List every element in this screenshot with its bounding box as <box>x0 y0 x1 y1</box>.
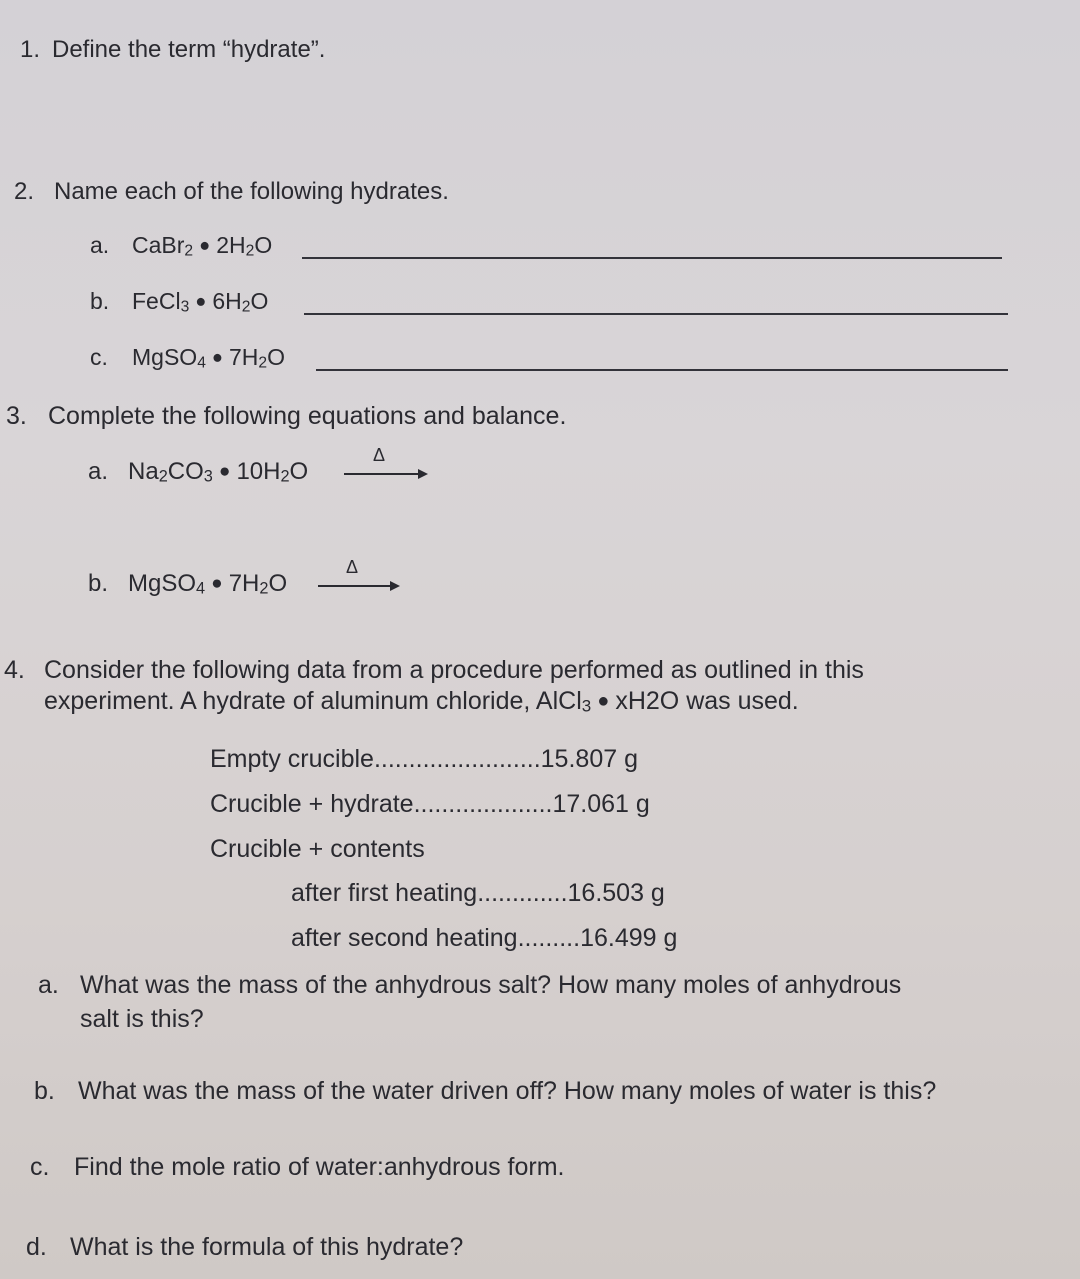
question-4 <box>4 656 864 685</box>
q2-item-b: b. FeCl$_3$ ● $6H_2O$ <box>90 288 269 316</box>
question-3 <box>6 402 566 431</box>
dot-icon: ● <box>218 461 231 482</box>
data-row-crucible-contents: Crucible + contents <box>210 835 425 863</box>
question-1-number: 1. <box>20 36 41 63</box>
question-4-line1: Consider the following data from a procedure performed as outlined in this <box>44 656 864 684</box>
q3-equation-b: b. MgSO$_4$ ● $7H_2O$ <box>88 570 288 598</box>
q4-part-c: c. Find the mole ratio of water:anhydrous form. <box>30 1153 565 1181</box>
data-row-empty-crucible: Empty crucible........................15.807 g <box>210 745 638 773</box>
heat-symbol-a: Δ <box>373 445 386 465</box>
dot-icon: ● <box>211 346 223 367</box>
question-2 <box>14 178 449 206</box>
answer-line-2c[interactable] <box>316 369 1008 371</box>
q4-part-b: b. What was the mass of the water driven off? How many moles of water is this? <box>34 1077 937 1105</box>
question-2-text: Name each of the following hydrates. <box>54 178 449 205</box>
question-4-line2: experiment. A hydrate of aluminum chloride, AlCl$_3$ ● xH2O was used. <box>44 687 799 716</box>
data-row-crucible-hydrate: Crucible + hydrate....................17.061 g <box>210 790 650 818</box>
dot-icon: ● <box>211 573 223 594</box>
question-1-text: Define the term “hydrate”. <box>52 36 326 63</box>
q4-part-d: d. What is the formula of this hydrate? <box>26 1233 464 1261</box>
q2-item-a: a. CaBr$_2$ ● $2H_2O$ <box>90 232 273 260</box>
answer-line-2a[interactable] <box>302 257 1002 259</box>
heat-arrow-icon <box>316 559 406 595</box>
data-row-first-heating: after first heating.............16.503 g <box>291 879 665 907</box>
question-3-number: 3. <box>6 402 27 430</box>
data-row-second-heating: after second heating.........16.499 g <box>291 924 678 952</box>
q4-part-a-line2: salt is this? <box>80 1005 204 1033</box>
question-1 <box>20 36 325 64</box>
dot-icon: ● <box>195 290 207 311</box>
question-2-number: 2. <box>14 178 35 205</box>
dot-icon: ● <box>597 690 610 712</box>
heat-symbol-b: Δ <box>346 557 359 577</box>
answer-line-2b[interactable] <box>304 313 1008 315</box>
heat-arrow-icon <box>342 447 432 483</box>
dot-icon: ● <box>199 234 211 255</box>
question-3-text: Complete the following equations and balance. <box>48 402 567 430</box>
q3-equation-a: a. $Na_2CO_3$ ● $10H_2O$ <box>88 458 309 486</box>
question-4-number: 4. <box>4 656 25 684</box>
q4-part-a: a. What was the mass of the anhydrous salt? How many moles of anhydrous <box>38 971 902 999</box>
q2-item-c: c. MgSO$_4$ ● $7H_2O$ <box>90 344 285 372</box>
